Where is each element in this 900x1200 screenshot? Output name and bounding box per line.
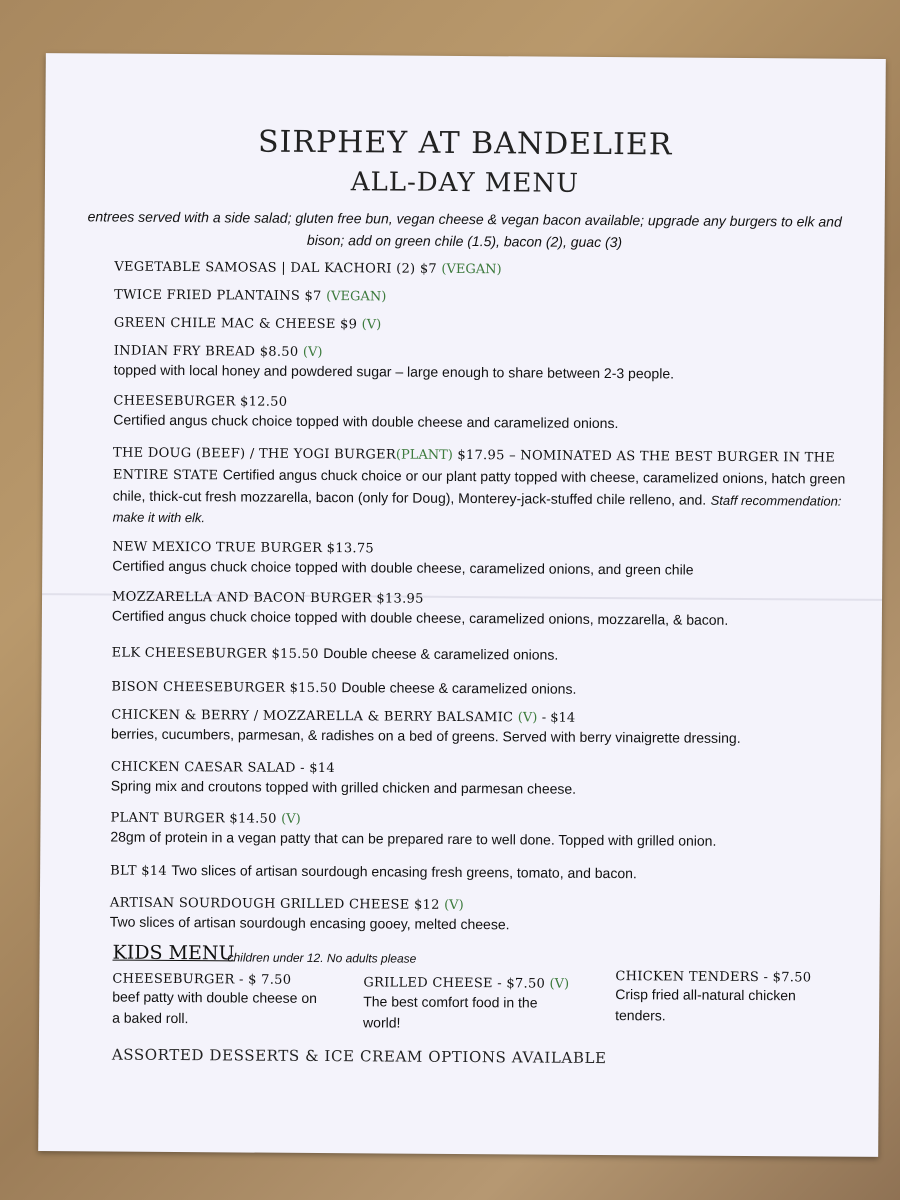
kids-item-name: GRILLED CHEESE - $7.50 xyxy=(363,975,546,992)
item-description: Certified angus chuck choice or our plant patty topped with cheese, caramelized onions, hatch green chile, thick-cut fresh mozzarella, bacon (only for Doug), Monterey-jack-stuffed chile relleno, and. xyxy=(112,466,846,508)
item-description: Two slices of artisan sourdough encasing gooey, melted cheese. xyxy=(109,913,510,933)
menu-item xyxy=(111,758,851,802)
item-description: Certified angus chuck choice topped with double cheese, caramelized onions, mozzarella, & bacon. xyxy=(111,607,729,628)
diet-tag: (V) xyxy=(302,344,323,361)
kids-item-description: The best comfort food in the world! xyxy=(363,993,538,1031)
menu-item xyxy=(114,314,854,337)
item-description: Two slices of artisan sourdough encasing fresh greens, tomato, and bacon. xyxy=(171,861,637,882)
kids-item-description: Crisp fried all-natural chicken tenders. xyxy=(615,986,796,1024)
menu-item xyxy=(113,392,853,436)
item-description: Spring mix and croutons topped with grilled chicken and parmesan cheese. xyxy=(110,777,577,797)
item-name: CHICKEN CAESAR SALAD - $14 xyxy=(110,759,336,777)
item-name: PLANT BURGER $14.50 xyxy=(110,810,277,827)
diet-tag: (V) xyxy=(281,811,301,827)
item-name-extra: $17.95 – NOMINATED AS THE BEST BURGER IN THE ENTIRE STATE xyxy=(112,447,836,484)
menu-item xyxy=(110,809,850,853)
kids-item xyxy=(112,972,322,1030)
menu-title: ALL-DAY MENU xyxy=(350,167,580,199)
kids-menu-heading: KIDS MENU xyxy=(112,941,235,965)
menu-intro: entrees served with a side salad; gluten free bun, vegan cheese & vegan bacon available; upgrade any burgers to elk and bison; add on green chile (1.5), bacon (2), guac (3) xyxy=(87,208,842,251)
kids-item-description: beef patty with double cheese on a baked roll. xyxy=(112,988,318,1027)
item-name: MOZZARELLA AND BACON BURGER $13.95 xyxy=(111,589,424,607)
diet-tag: (VEGAN) xyxy=(441,261,502,278)
item-name: CHEESEBURGER $12.50 xyxy=(113,393,288,410)
diet-tag: (VEGAN) xyxy=(326,289,387,305)
diet-tag: (V) xyxy=(444,897,464,914)
diet-tag: (V) xyxy=(549,976,570,992)
item-description: topped with local honey and powdered sugar – large enough to share between 2-3 people. xyxy=(113,361,675,382)
menu-sheet xyxy=(38,53,886,1157)
item-price: - $14 xyxy=(541,710,576,726)
kids-item xyxy=(615,969,825,1027)
item-name: GREEN CHILE MAC & CHEESE $9 xyxy=(113,315,358,333)
item-description: Certified angus chuck choice topped with double cheese, caramelized onions, and green chile xyxy=(112,557,694,578)
item-name: ELK CHEESEBURGER $15.50 xyxy=(111,645,319,663)
menu-item xyxy=(111,676,851,702)
menu-item xyxy=(114,258,854,281)
item-description: Certified angus chuck choice topped with double cheese and caramelized onions. xyxy=(113,411,619,432)
menu-item xyxy=(112,642,852,668)
item-name: CHICKEN & BERRY / MOZZARELLA & BERRY BALSAMIC xyxy=(111,707,514,726)
menu-item xyxy=(111,706,851,750)
menu-item xyxy=(114,342,854,386)
item-description: Double cheese & caramelized onions. xyxy=(341,679,577,697)
menu-item xyxy=(112,588,852,632)
menu-item xyxy=(112,538,852,582)
item-name: TWICE FRIED PLANTAINS $7 xyxy=(114,287,322,305)
kids-item xyxy=(363,973,573,1034)
item-name: INDIAN FRY BREAD $8.50 xyxy=(113,343,299,360)
item-name: VEGETABLE SAMOSAS | DAL KACHORI (2) $7 xyxy=(114,259,438,277)
item-name: BISON CHEESEBURGER $15.50 xyxy=(111,679,337,697)
item-name: NEW MEXICO TRUE BURGER $13.75 xyxy=(112,539,375,557)
menu-item xyxy=(110,860,850,886)
menu-item xyxy=(113,442,854,533)
item-name: ARTISAN SOURDOUGH GRILLED CHEESE $12 xyxy=(109,895,440,913)
staff-recommendation: Staff recommendation: make it with elk. xyxy=(112,492,842,526)
item-name: THE DOUG (BEEF) / THE YOGI BURGER xyxy=(112,445,397,463)
item-name: BLT $14 xyxy=(110,863,168,879)
diet-tag: (V) xyxy=(517,710,538,726)
diet-tag: (PLANT) xyxy=(395,447,453,463)
item-description: 28gm of protein in a vegan patty that can be prepared rare to well done. Topped with grilled onion. xyxy=(110,828,717,849)
menu-item xyxy=(114,286,854,309)
item-description: Double cheese & caramelized onions. xyxy=(323,645,559,663)
kids-item-name: CHICKEN TENDERS - $7.50 xyxy=(615,969,812,986)
item-description: berries, cucumbers, parmesan, & radishes on a bed of greens. Served with berry vinaigrette dressing. xyxy=(111,725,741,746)
restaurant-title: SIRPHEY AT BANDELIER xyxy=(257,124,673,163)
desserts-note: ASSORTED DESSERTS & ICE CREAM OPTIONS AVAILABLE xyxy=(111,1045,607,1068)
kids-item-name: CHEESEBURGER - $ 7.50 xyxy=(112,971,292,988)
diet-tag: (V) xyxy=(361,317,382,333)
kids-menu-note: children under 12. No adults please xyxy=(227,950,417,966)
menu-item xyxy=(110,894,850,938)
